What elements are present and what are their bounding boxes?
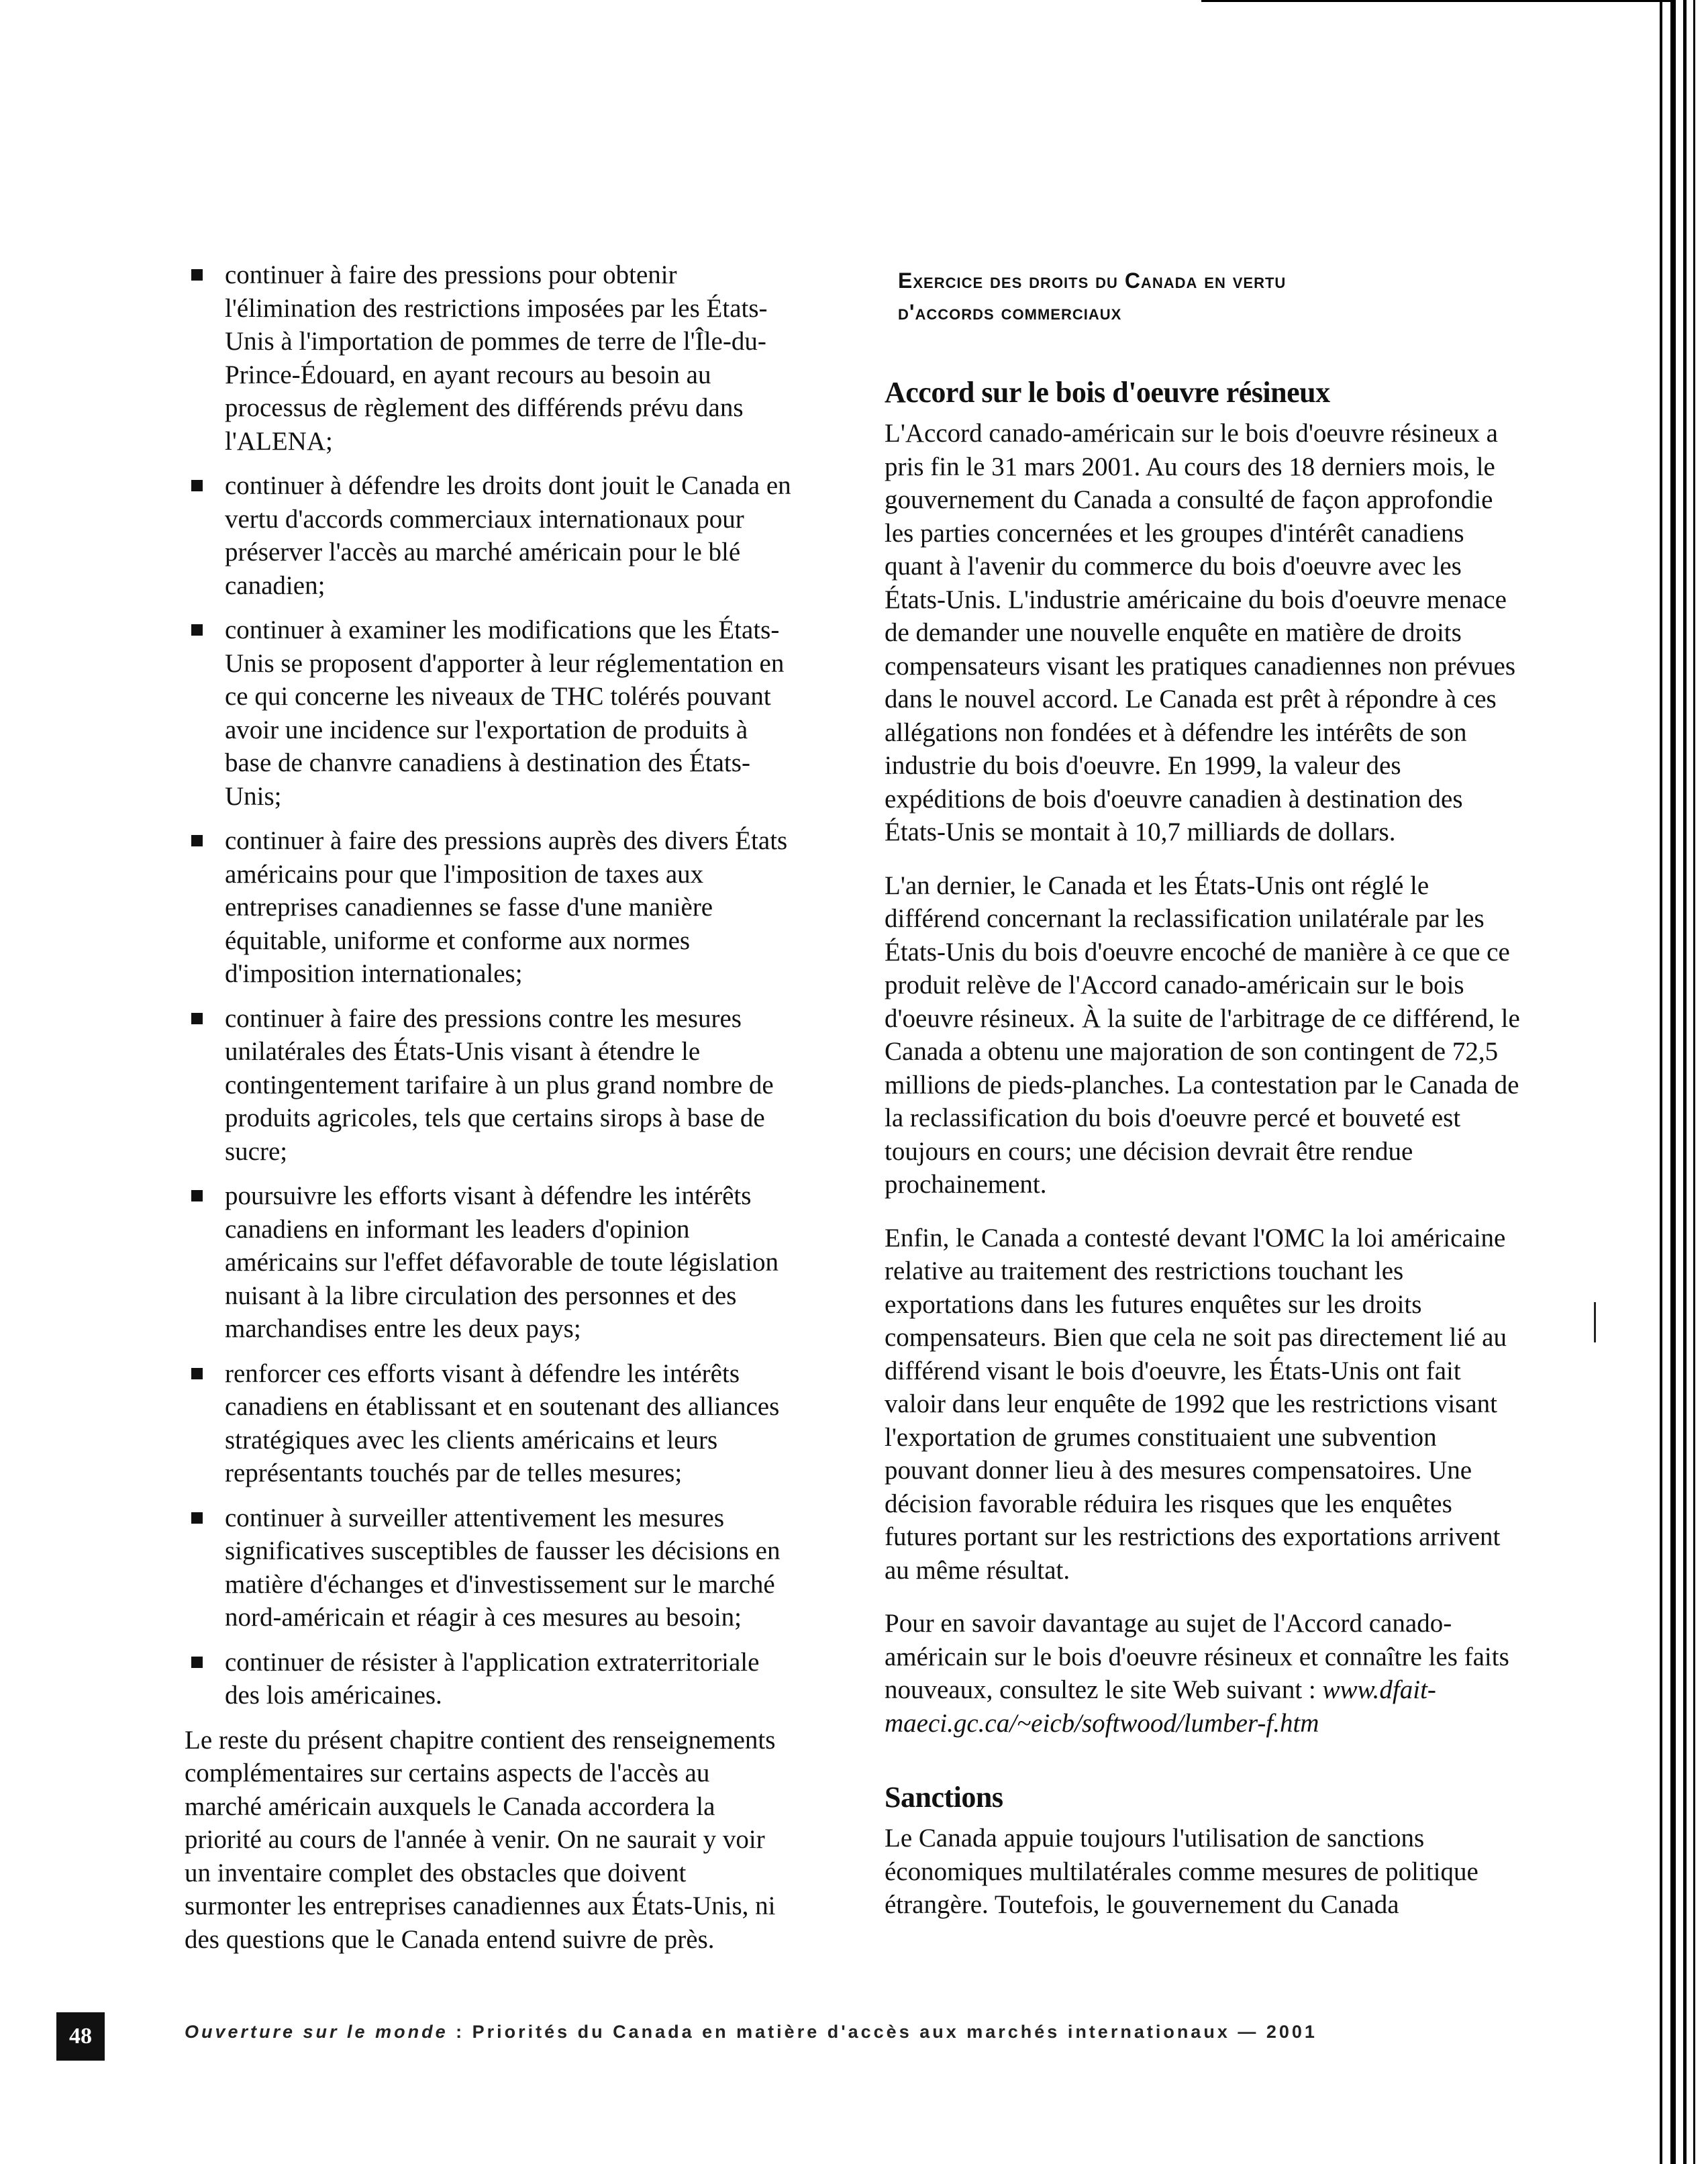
more-info-paragraph xyxy=(885,1607,1522,1740)
priority-bullet-list xyxy=(185,258,792,1712)
left-column xyxy=(185,258,792,1956)
running-title-rest: : Priorités du Canada en matière d'accès aux marchés internationaux — 2001 xyxy=(448,2022,1317,2042)
top-rule xyxy=(1201,0,1671,2)
scan-mark xyxy=(1594,1302,1596,1342)
binding-edge-line xyxy=(1683,0,1687,2164)
page-number: 48 xyxy=(56,2012,105,2061)
paragraph: Enfin, le Canada a contesté devant l'OMC la loi américaine relative au traitement des restrictions touchant les exportations dans les futures enquêtes sur les droits compensateurs. Bien que cela ne soit pas directement lié au différend visant le bois d'oeuvre, les États-Unis ont fait valoir dans leur enquête de 1992 que les restrictions visant l'exportation de grumes constituaient une subvention pouvant donner lieu à des mesures compensatoires. Une décision favorable réduira les risques que les enquêtes futures portant sur les restrictions des exportations arrivent au même résultat. xyxy=(885,1223,1507,1585)
running-title-italic: Ouverture sur le monde xyxy=(185,2022,448,2042)
subsection-title-softwood: Accord sur le bois d'oeuvre résineux xyxy=(885,376,1330,409)
paragraph: Le Canada appuie toujours l'utilisation de sanctions économiques multilatérales comme mesures de politique étrangère. Toutefois, le gouvernement du Canada xyxy=(885,1824,1478,1919)
list-item: continuer à examiner les modifications que les États-Unis se proposent d'apporter à leur réglementation en ce qui concerne les niveaux de THC tolérés pouvant avoir une incidence sur l'exportation de produits à base de chanvre canadiens à destination des États-Unis; xyxy=(185,613,792,813)
more-info-text: Pour en savoir davantage au sujet de l'Accord canado-américain sur le bois d'oeuvre résineux et connaître les faits nouveaux, consultez le site Web suivant : xyxy=(885,1609,1509,1704)
list-item: renforcer ces efforts visant à défendre les intérêts canadiens en établissant et en soutenant des alliances stratégiques avec les clients américains et leurs représentants touchés par de telles mesures; xyxy=(185,1357,792,1490)
list-item: continuer à défendre les droits dont jouit le Canada en vertu d'accords commerciaux internationaux pour préserver l'accès au marché américain pour le blé canadien; xyxy=(185,469,792,602)
binding-edge-line xyxy=(1693,0,1695,2164)
right-column xyxy=(885,265,1522,1922)
section-title-line: Exercice des droits du Canada en vertu xyxy=(898,268,1287,293)
paragraph: L'Accord canado-américain sur le bois d'oeuvre résineux a pris fin le 31 mars 2001. Au cours des 18 derniers mois, le gouvernement du Canada a consulté de façon approfondie les parties concernées et les groupes d'intérêt canadiens quant à l'avenir du commerce du bois d'oeuvre avec les États-Unis. L'industrie américaine du bois d'oeuvre menace de demander une nouvelle enquête en matière de droits compensateurs visant les pratiques canadiennes non prévues dans le nouvel accord. Le Canada est prêt à répondre à ces allégations non fondées et à défendre les intérêts de son industrie du bois d'oeuvre. En 1999, la valeur des expéditions de bois d'oeuvre canadien à destination des États-Unis se montait à 10,7 milliards de dollars. xyxy=(885,419,1516,846)
binding-edge-line xyxy=(1660,0,1662,2164)
paragraph: L'an dernier, le Canada et les États-Unis ont réglé le différend concernant la reclassification unilatérale par les États-Unis du bois d'oeuvre encoché de manière à ce que ce produit relève de l'Accord canado-américain sur le bois d'oeuvre résineux. À la suite de l'arbitrage de ce différend, le Canada a obtenu une majoration de son contingent de 72,5 millions de pieds-planches. La contestation par le Canada de la reclassification du bois d'oeuvre percé et bouveté est toujours en cours; une décision devrait être rendue prochainement. xyxy=(885,871,1520,1199)
list-item: continuer à faire des pressions auprès des divers États américains pour que l'imposition de taxes aux entreprises canadiennes se fasse d'une manière équitable, uniforme et conforme aux normes d'imposition internationales; xyxy=(185,824,792,991)
list-item: continuer à faire des pressions contre les mesures unilatérales des États-Unis visant à étendre le contingentement tarifaire à un plus grand nombre de produits agricoles, tels que certains sirops à base de sucre; xyxy=(185,1002,792,1169)
website-link[interactable]: www.dfait-maeci.gc.ca/~eicb/softwood/lumber-f.htm xyxy=(885,1675,1436,1738)
section-title-line: d'accords commerciaux xyxy=(898,300,1122,324)
list-item: poursuivre les efforts visant à défendre les intérêts canadiens en informant les leaders d'opinion américains sur l'effet défavorable de toute législation nuisant à la libre circulation des personnes et des marchandises entre les deux pays; xyxy=(185,1179,792,1346)
page-footer xyxy=(0,2012,1708,2059)
binding-edge-line xyxy=(1670,0,1676,2164)
list-item: continuer à faire des pressions pour obtenir l'élimination des restrictions imposées par les États-Unis à l'importation de pommes de terre de l'Île-du-Prince-Édouard, en ayant recours au besoin au processus de règlement des différends prévu dans l'ALENA; xyxy=(185,258,792,458)
list-item: continuer à surveiller attentivement les mesures significatives susceptibles de fausser les décisions en matière d'échanges et d'investissement sur le marché nord-américain et réagir à ces mesures au besoin; xyxy=(185,1502,792,1634)
running-title xyxy=(185,2022,1317,2043)
section-title xyxy=(898,265,1522,328)
list-item: continuer de résister à l'application extraterritoriale des lois américaines. xyxy=(185,1646,792,1712)
subsection-title-sanctions: Sanctions xyxy=(885,1781,1003,1814)
closing-paragraph: Le reste du présent chapitre contient des renseignements complémentaires sur certains aspects de l'accès au marché américain auxquels le Canada accordera la priorité au cours de l'année à venir. On ne saurait y voir un inventaire complet des obstacles que doivent surmonter les entreprises canadiennes aux États-Unis, ni des questions que le Canada entend suivre de près. xyxy=(185,1725,776,1954)
